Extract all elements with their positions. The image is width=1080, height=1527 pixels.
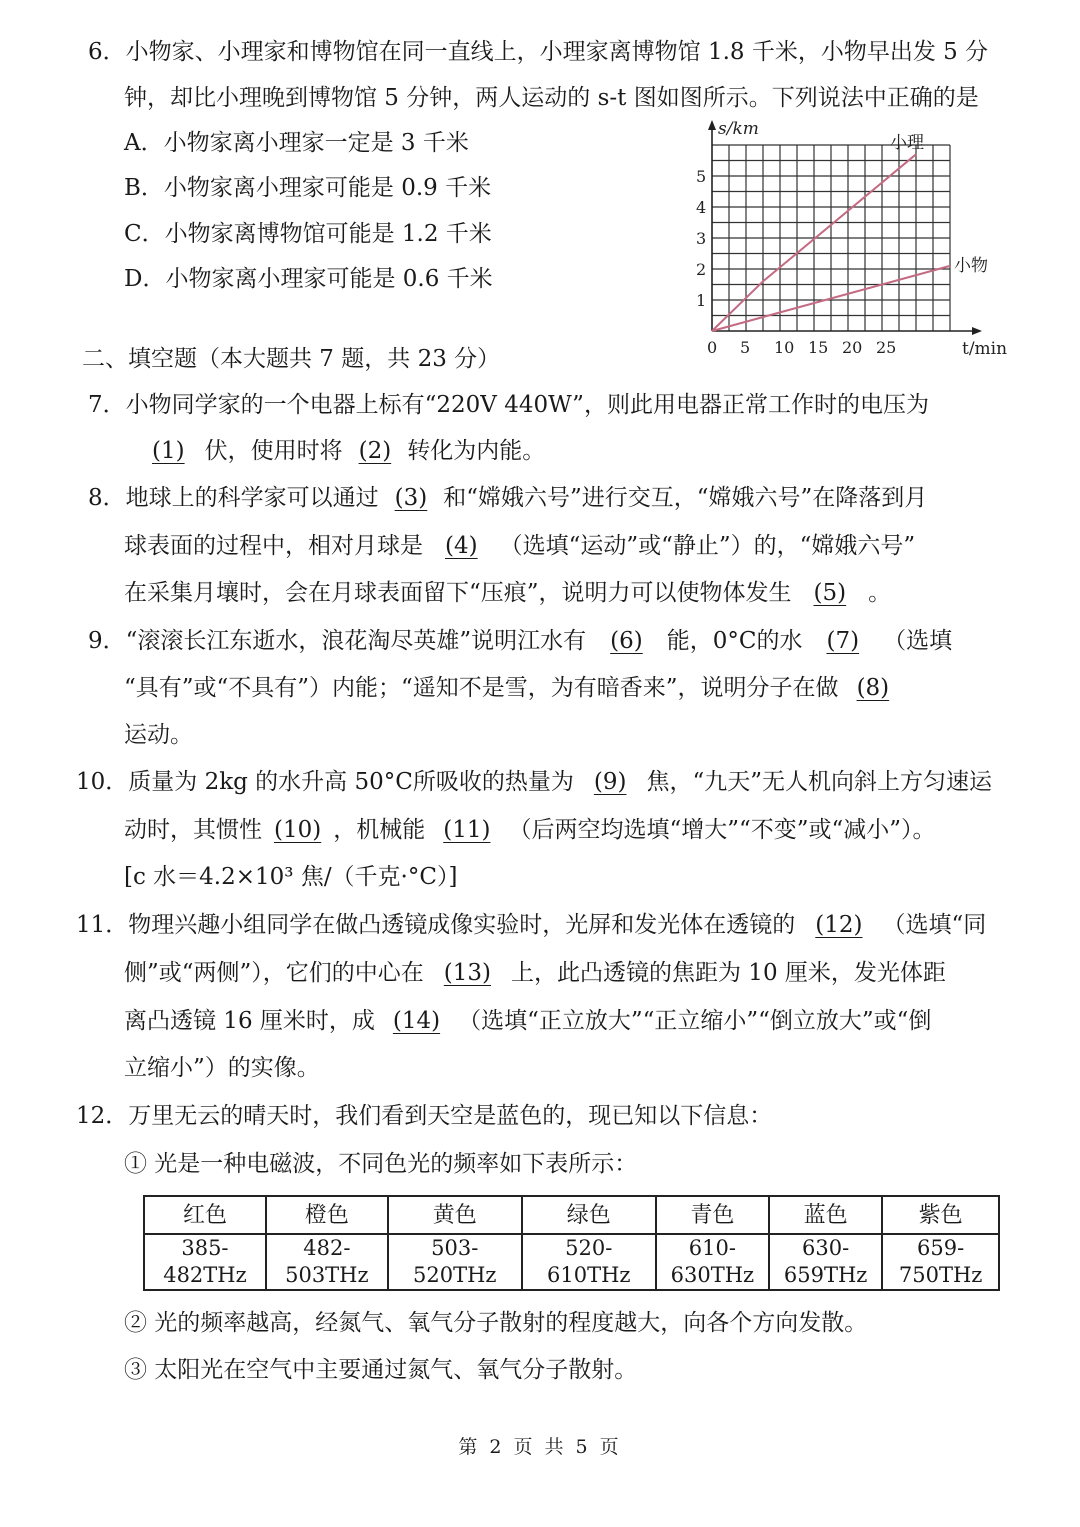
series-label: 小理 xyxy=(890,133,924,153)
q11-line3 xyxy=(124,1006,931,1036)
q11-text-2: （选填“同 xyxy=(882,912,987,938)
q10-line3: [c 水＝4.2×10³ 焦/（千克·°C）] xyxy=(124,864,458,890)
blank-4[interactable]: (4) xyxy=(445,533,478,559)
q12-info1: ① 光是一种电磁波，不同色光的频率如下表所示： xyxy=(124,1151,638,1177)
q8-line3 xyxy=(124,578,891,608)
y-tick-label: 4 xyxy=(696,198,707,217)
blank-8[interactable]: (8) xyxy=(856,675,890,701)
q10-text-3: 动时，其惯性 xyxy=(124,817,262,843)
q10-text-2: 焦，“九天”无人机向斜上方匀速运 xyxy=(646,769,992,795)
st-chart xyxy=(690,118,1010,363)
table-header-cell: 青色 xyxy=(656,1196,769,1234)
blank-11[interactable]: (11) xyxy=(443,817,491,843)
q7-text-1: 7．小物同学家的一个电器上标有“220V 440W”，则此用电器正常工作时的电压为 xyxy=(88,392,929,418)
x-tick-label: 15 xyxy=(808,338,829,357)
q9-text-4: “具有”或“不具有”）内能；“遥知不是雪，为有暗香来”，说明分子在做 xyxy=(124,675,839,701)
table-header-cell: 黄色 xyxy=(388,1196,522,1234)
q6-option-c: C．小物家离博物馆可能是 1.2 千米 xyxy=(124,221,492,247)
blank-12[interactable]: (12) xyxy=(815,912,863,938)
table-header-cell: 蓝色 xyxy=(769,1196,882,1234)
blank-2[interactable]: (2) xyxy=(358,438,392,464)
x-tick-label: 20 xyxy=(842,338,863,357)
q8-text-3: 球表面的过程中，相对月球是 xyxy=(124,533,423,559)
chart-axes xyxy=(708,120,982,335)
q11-text-3: 侧”或“两侧”），它们的中心在 xyxy=(124,960,424,986)
q6-option-a: A．小物家离小理家一定是 3 千米 xyxy=(124,130,469,156)
table-cell: 482- 503THz xyxy=(266,1234,388,1290)
blank-5[interactable]: (5) xyxy=(813,580,847,606)
page-footer: 第 2 页 共 5 页 xyxy=(458,1436,622,1458)
blank-9[interactable]: (9) xyxy=(593,769,627,795)
q7-line2 xyxy=(124,436,545,466)
q12-info2: ② 光的频率越高，经氮气、氧气分子散射的程度越大，向各个方向发散。 xyxy=(124,1310,868,1336)
x-tick-label: 5 xyxy=(740,338,751,357)
q8-text-6: 。 xyxy=(868,580,892,606)
table-cell: 659- 750THz xyxy=(882,1234,999,1290)
x-tick-label: 25 xyxy=(876,338,897,357)
table-header-cell: 绿色 xyxy=(522,1196,656,1234)
q6-line1: 6．小物家、小理家和博物馆在同一直线上，小理家离博物馆 1.8 千米，小物早出发 5 分 xyxy=(88,39,989,65)
q9-line1 xyxy=(88,626,952,656)
blank-13[interactable]: (13) xyxy=(443,960,491,986)
q8-line2 xyxy=(124,531,915,561)
blank-6[interactable]: (6) xyxy=(610,628,643,654)
x-axis-arrow xyxy=(972,327,982,335)
x-axis-label: t/min xyxy=(962,339,1008,359)
q7-text-2: 伏，使用时将 xyxy=(204,438,343,464)
blank-1[interactable]: (1) xyxy=(152,438,185,464)
series-label: 小物 xyxy=(954,255,988,276)
q9-line3: 运动。 xyxy=(124,722,193,748)
table-header-cell: 橙色 xyxy=(266,1196,388,1234)
q10-line1 xyxy=(76,767,992,797)
q10-text-4: ，机械能 xyxy=(333,817,426,843)
blank-3[interactable]: (3) xyxy=(394,485,428,511)
q7-line1 xyxy=(88,390,937,420)
y-tick-label: 3 xyxy=(696,229,707,248)
table-header-cell: 红色 xyxy=(144,1196,266,1234)
frequency-table xyxy=(143,1195,1000,1291)
y-axis-label: s/km xyxy=(718,119,759,139)
q12-line1: 12．万里无云的晴天时，我们看到天空是蓝色的，现已知以下信息： xyxy=(76,1103,773,1129)
chart-grid xyxy=(712,145,950,331)
q8-text-4: （选填“运动”或“静止”）的，“嫦娥六号” xyxy=(499,533,916,559)
q9-text-1: 9．“滚滚长江东逝水，浪花淘尽英雄”说明江水有 xyxy=(88,628,587,654)
q12-info3: ③ 太阳光在空气中主要通过氮气、氧气分子散射。 xyxy=(124,1357,638,1383)
q11-text-4: 上，此凸透镜的焦距为 10 厘米，发光体距 xyxy=(511,960,946,986)
x-tick-label: 10 xyxy=(774,338,795,357)
q10-text-1: 10．质量为 2kg 的水升高 50°C所吸收的热量为 xyxy=(76,769,574,795)
q9-line2 xyxy=(124,673,899,703)
q9-text-2: 能，0°C的水 xyxy=(666,628,803,654)
q8-text-5: 在采集月壤时，会在月球表面留下“压痕”，说明力可以使物体发生 xyxy=(124,580,792,606)
table-cell: 520- 610THz xyxy=(522,1234,656,1290)
table-row xyxy=(144,1234,999,1290)
y-tick-label: 5 xyxy=(696,167,707,186)
q6-line2: 钟，却比小理晚到博物馆 5 分钟，两人运动的 s-t 图如图所示。下列说法中正确的是 xyxy=(124,85,979,111)
blank-10[interactable]: (10) xyxy=(274,817,322,843)
table-cell: 630- 659THz xyxy=(769,1234,882,1290)
y-tick-label: 2 xyxy=(696,260,707,279)
q8-text-2: 和“嫦娥六号”进行交互，“嫦娥六号”在降落到月 xyxy=(443,485,928,511)
x-tick-label: 0 xyxy=(707,338,718,357)
q11-line1 xyxy=(76,910,986,940)
table-cell: 385- 482THz xyxy=(144,1234,266,1290)
table-header-row xyxy=(144,1196,999,1234)
table-cell: 610- 630THz xyxy=(656,1234,769,1290)
q8-line1 xyxy=(88,483,927,513)
q6-option-d: D．小物家离小理家可能是 0.6 千米 xyxy=(124,266,493,292)
blank-7[interactable]: (7) xyxy=(826,628,860,654)
q11-text-6: （选填“正立放大”“正立缩小”“倒立放大”或“倒 xyxy=(458,1008,932,1034)
q6-option-b: B．小物家离小理家可能是 0.9 千米 xyxy=(124,175,492,201)
q7-text-3: 转化为内能。 xyxy=(407,438,546,464)
q7-blank-start xyxy=(929,392,937,418)
section-title: 二、填空题（本大题共 7 题，共 23 分） xyxy=(82,346,501,372)
y-tick-label: 1 xyxy=(696,291,707,310)
q10-line2 xyxy=(124,815,936,845)
table-header-cell: 紫色 xyxy=(882,1196,999,1234)
q9-text-3: （选填 xyxy=(883,628,953,654)
q8-text-1: 8．地球上的科学家可以通过 xyxy=(88,485,379,511)
blank-14[interactable]: (14) xyxy=(392,1008,441,1034)
q11-line4: 立缩小”）的实像。 xyxy=(124,1055,320,1081)
y-axis-arrow xyxy=(708,120,716,130)
table-cell: 503- 520THz xyxy=(388,1234,522,1290)
q11-text-1: 11．物理兴趣小组同学在做凸透镜成像实验时，光屏和发光体在透镜的 xyxy=(76,912,796,938)
q11-line2 xyxy=(124,958,946,988)
q10-text-5: （后两空均选填“增大”“不变”或“减小”）。 xyxy=(508,817,936,843)
q11-text-5: 离凸透镜 16 厘米时，成 xyxy=(124,1008,375,1034)
